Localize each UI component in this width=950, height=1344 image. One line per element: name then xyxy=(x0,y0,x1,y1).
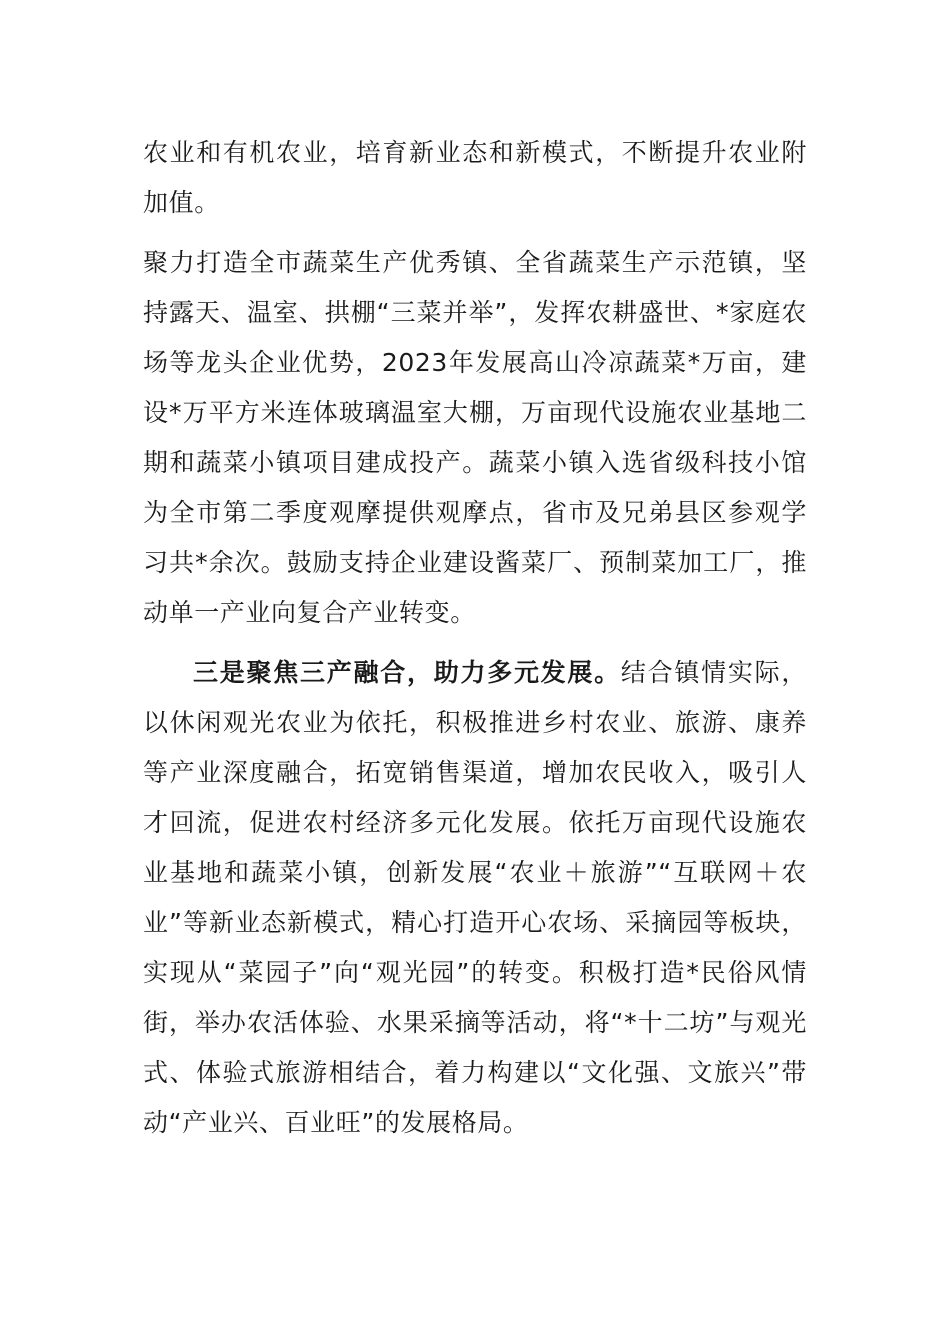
paragraph-lead-heading: 三是聚焦三产融合，助力多元发展。 xyxy=(193,658,621,687)
paragraph-vegetable-town xyxy=(143,238,807,638)
paragraph-text: 聚力打造全市蔬菜生产优秀镇、全省蔬菜生产示范镇，坚持露天、温室、拱棚“三菜并举”，发挥农耕盛世、*家庭农场等龙头企业优势，2023年发展高山冷凉蔬菜*万亩，建设*万平方米连体玻璃温室大棚，万亩现代设施农业基地二期和蔬菜小镇项目建成投产。蔬菜小镇入选省级科技小馆为全市第二季度观摩提供观摩点，省市及兄弟县区参观学习共*余次。鼓励支持企业建设酱菜厂、预制菜加工厂，推动单一产业向复合产业转变。 xyxy=(143,248,807,627)
document-page xyxy=(143,128,807,1148)
paragraph-continuation xyxy=(143,128,807,228)
paragraph-text: 农业和有机农业，培育新业态和新模式，不断提升农业附加值。 xyxy=(143,138,807,217)
paragraph-industry-integration xyxy=(143,648,807,1148)
paragraph-text: 结合镇情实际，以休闲观光农业为依托，积极推进乡村农业、旅游、康养等产业深度融合，拓宽销售渠道，增加农民收入，吸引人才回流，促进农村经济多元化发展。依托万亩现代设施农业基地和蔬菜小镇，创新发展“农业＋旅游”“互联网＋农业”等新业态新模式，精心打造开心农场、采摘园等板块，实现从“菜园子”向“观光园”的转变。积极打造*民俗风情街，举办农活体验、水果采摘等活动，将“*十二坊”与观光式、体验式旅游相结合，着力构建以“文化强、文旅兴”带动“产业兴、百业旺”的发展格局。 xyxy=(143,658,807,1137)
